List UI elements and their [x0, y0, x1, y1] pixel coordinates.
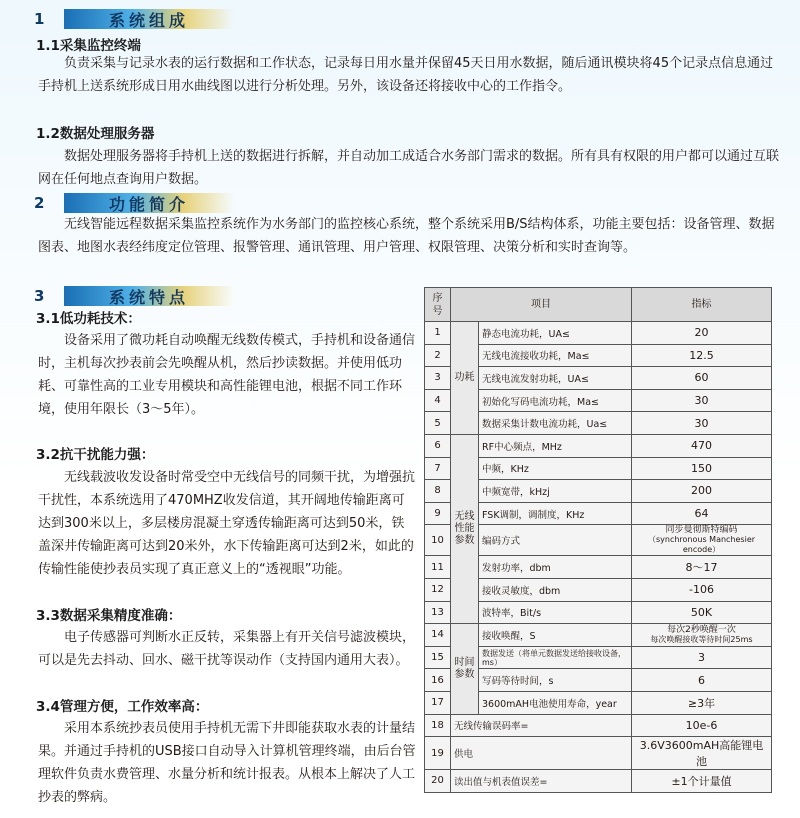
row-number: 18 [425, 714, 451, 737]
row-item: 静态电流功耗，UA≤ [479, 322, 632, 345]
row-value [632, 601, 772, 624]
paragraph-3-3: 电子传感器可判断水正反转，采集器上有开关信号滤波模块，可以是先去抖动、回水、磁干扰等误动作（支持国内通用大表）。 [38, 630, 416, 668]
row-number: 8 [425, 480, 451, 503]
row-value-line: 60 [694, 371, 709, 385]
table-row [425, 322, 772, 345]
row-item: 3600mAH电池使用寿命，year [479, 691, 632, 714]
row-value-line: 200 [691, 484, 712, 498]
row-value [632, 322, 772, 345]
table-header-row [425, 288, 772, 322]
subheading-3-1: 3.1低功耗技术： [36, 311, 141, 327]
row-number: 15 [425, 646, 451, 669]
row-item: 数据发送（将单元数据发送给接收设备，ms） [479, 646, 632, 669]
section-number: 2 [34, 194, 45, 212]
row-item: 无线电流接收功耗，Ma≤ [479, 344, 632, 367]
section-title: 系统特点 [109, 287, 190, 307]
row-number: 2 [425, 344, 451, 367]
group-label: 时间参数 [451, 624, 479, 714]
row-item: 接收灵敏度，dbm [479, 578, 632, 601]
row-value-line: （synchronous Manchesier encode） [647, 535, 756, 555]
row-value-line: 20 [694, 326, 709, 340]
row-value-line: 3.6V3600mAH高能锂电池 [639, 739, 764, 769]
row-value-line: 10e-6 [685, 718, 718, 732]
row-value [632, 737, 772, 770]
row-value-line: 3 [698, 651, 705, 665]
row-value-line: 470 [691, 439, 712, 453]
table-row [425, 624, 772, 647]
row-item: FSK调制，调制度，KHz [479, 502, 632, 525]
row-item: 读出值与机表值误差= [451, 770, 632, 793]
row-value-line: 150 [691, 461, 712, 475]
section-title-band [64, 193, 234, 213]
row-number: 9 [425, 502, 451, 525]
row-value-line: 6 [698, 673, 705, 687]
paragraph-2: 无线智能远程数据采集监控系统作为水务部门的监控核心系统，整个系统采用B/S结构体系，功能主要包括：设备管理、数据图表、地图水表经纬度定位管理、报警管理、通讯管理、用户管理、权限管理、决策分析和实时查询等。 [38, 217, 775, 255]
row-number: 19 [425, 737, 451, 770]
paragraph-3-4: 采用本系统抄表员使用手持机无需下井即能获取水表的计量结果。并通过手持机的USB接口自动导入计算机管理终端，由后台管理软件负责水费管理、水量分析和统计报表。从根本上解决了人工抄表的弊病。 [38, 721, 416, 805]
row-value [632, 578, 772, 601]
paragraph-3-2: 无线载波收发设备时常受空中无线信号的同频干扰，为增强抗干扰性，本系统选用了470MHZ收发信道，其开阔地传输距离可达到300米以上，多层楼房混凝土穿透传输距离可达到50米，铁盖深井传输距离可达到20米外，水下传输距离可达到2米，如此的传输性能使抄表员实现了真正意义上的“透视眼”功能。 [38, 470, 416, 577]
row-value [632, 714, 772, 737]
row-value-line: 30 [694, 394, 709, 408]
section-1-header [30, 8, 234, 30]
row-item: 无线电流发射功耗，UA≤ [479, 367, 632, 390]
table-row [425, 770, 772, 793]
row-value [632, 412, 772, 435]
section-title-band [64, 286, 234, 306]
row-item: 数据采集计数电流功耗，Ua≤ [479, 412, 632, 435]
subheading-3-3: 3.3数据采集精度准确： [36, 608, 182, 624]
table-row [425, 434, 772, 457]
section-title-band [64, 9, 234, 29]
header-item: 项目 [451, 288, 632, 322]
row-item: 中频，KHz [479, 457, 632, 480]
row-number: 5 [425, 412, 451, 435]
row-number: 1 [425, 322, 451, 345]
spec-table [424, 287, 772, 793]
header-value: 指标 [632, 288, 772, 322]
row-value-line: 8～17 [685, 561, 718, 575]
table-row [425, 737, 772, 770]
section-number: 1 [34, 10, 45, 28]
row-value [632, 624, 772, 647]
paragraph-3-1: 设备采用了微功耗自动唤醒无线数传模式，手持机和设备通信时，主机每次抄表前会先唤醒从机，然后抄读数据。并使用低功耗、可靠性高的工业专用模块和高性能锂电池，根据不同工作环境，使用年限长（3～5年）。 [38, 333, 416, 417]
row-item: 接收唤醒，S [479, 624, 632, 647]
row-value [632, 669, 772, 692]
row-value [632, 646, 772, 669]
row-item: 供电 [451, 737, 632, 770]
row-number: 10 [425, 525, 451, 556]
row-value [632, 344, 772, 367]
row-value-line: 50K [690, 605, 713, 619]
row-item: RF中心频点，MHz [479, 434, 632, 457]
row-value-line: 每次唤醒接收等待时间25ms [650, 634, 753, 644]
row-item: 无线传输误码率= [451, 714, 632, 737]
row-value [632, 457, 772, 480]
row-number: 16 [425, 669, 451, 692]
row-value [632, 691, 772, 714]
row-value [632, 556, 772, 579]
group-label: 无线性能参数 [451, 434, 479, 623]
row-value [632, 525, 772, 556]
row-item: 写码等待时间，s [479, 669, 632, 692]
row-value [632, 367, 772, 390]
section-title: 功能简介 [109, 194, 190, 214]
row-number: 12 [425, 578, 451, 601]
subheading-3-4: 3.4管理方便，工作效率高： [36, 699, 209, 715]
row-value-line: 同步曼彻斯特编码 [665, 525, 738, 536]
row-item: 初始化写码电流功耗，Ma≤ [479, 389, 632, 412]
row-value [632, 434, 772, 457]
row-value [632, 502, 772, 525]
row-item: 编码方式 [479, 525, 632, 556]
subheading-1-2: 1.2数据处理服务器 [36, 126, 155, 142]
paragraph-1-1: 负责采集与记录水表的运行数据和工作状态，记录每日用水量并保留45天日用水数据，随后通讯模块将45个记录点信息通过手持机上送系统形成日用水曲线图以进行分析处理。另外，该设备还将接收中心的工作指令。 [38, 56, 774, 94]
row-item: 波特率，Bit/s [479, 601, 632, 624]
row-number: 7 [425, 457, 451, 480]
group-label: 功耗 [451, 322, 479, 435]
row-number: 14 [425, 624, 451, 647]
row-number: 6 [425, 434, 451, 457]
row-value-line: 12.5 [689, 348, 714, 362]
section-3-header [30, 285, 234, 307]
row-value [632, 770, 772, 793]
section-title: 系统组成 [109, 10, 190, 30]
row-value-line: ≥3年 [687, 696, 716, 710]
row-item: 中频宽带，kHzj [479, 480, 632, 503]
row-value-line: 30 [694, 416, 709, 430]
row-number: 4 [425, 389, 451, 412]
row-number: 3 [425, 367, 451, 390]
row-value-line: -106 [689, 583, 714, 597]
section-2-header [30, 192, 234, 214]
header-no: 序号 [425, 288, 451, 322]
section-number: 3 [34, 287, 45, 305]
row-value-line: 每次2秒唤醒一次 [667, 624, 736, 635]
row-value-line: 64 [694, 507, 709, 521]
row-number: 20 [425, 770, 451, 793]
row-value [632, 480, 772, 503]
subheading-3-2: 3.2抗干扰能力强： [36, 447, 155, 463]
row-number: 11 [425, 556, 451, 579]
row-number: 17 [425, 691, 451, 714]
row-value-line: ±1个计量值 [671, 774, 732, 788]
table-row [425, 714, 772, 737]
subheading-1-1: 1.1采集监控终端 [36, 38, 141, 54]
row-value [632, 389, 772, 412]
paragraph-1-2: 数据处理服务器将手持机上送的数据进行拆解，并自动加工成适合水务部门需求的数据。所有具有权限的用户都可以通过互联网在任何地点查询用户数据。 [38, 149, 780, 187]
row-number: 13 [425, 601, 451, 624]
row-item: 发射功率，dbm [479, 556, 632, 579]
